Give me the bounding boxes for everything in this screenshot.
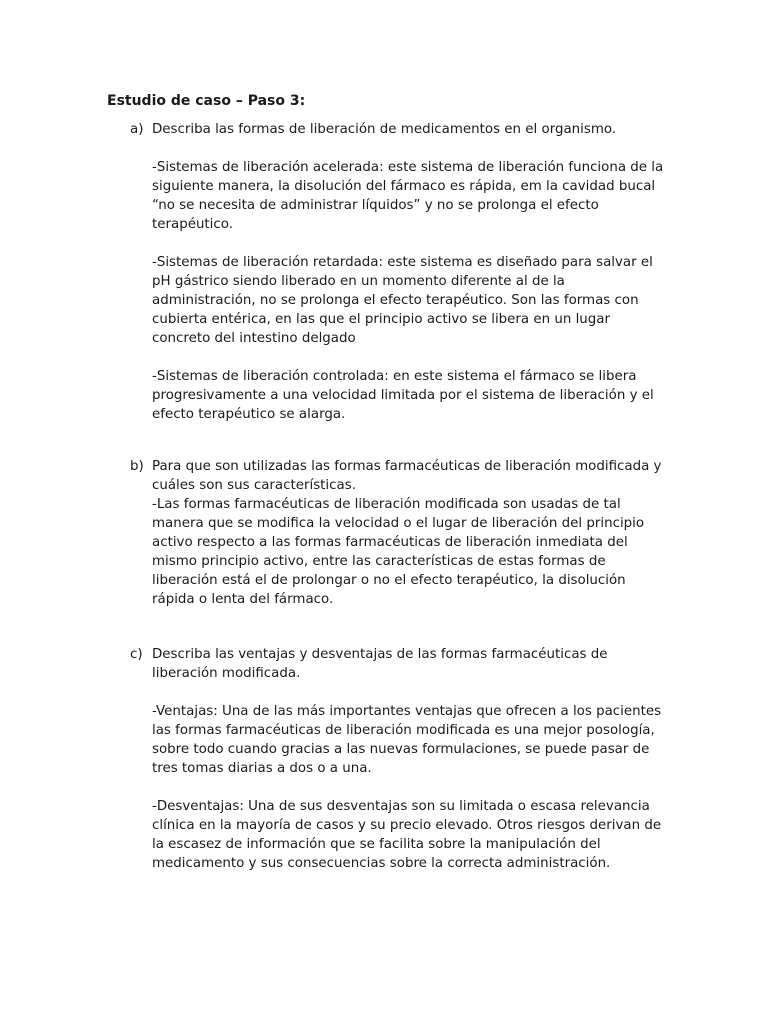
list-marker-a: a) (130, 122, 144, 137)
list-item-b (130, 457, 670, 609)
list-marker-c: c) (130, 647, 143, 662)
list-item-c (130, 645, 670, 873)
answer-a-controlled: -Sistemas de liberación controlada: en este sistema el fármaco se libera progresivamente a una velocidad limitada por el sistema de liberación y el efecto terapéutico se alarga. (152, 369, 654, 422)
question-a: Describa las formas de liberación de medicamentos en el organismo. (152, 122, 617, 137)
answer-c-advantages: -Ventajas: Una de las más importantes ventajas que ofrecen a los pacientes las formas farmacéuticas de liberación modificada es una mejor posología, sobre todo cuando gracias a las nuevas formulaciones, se puede pasar de tres tomas diarias a dos o a una. (152, 704, 662, 776)
list-item-b-body (152, 457, 670, 609)
answer-a-delayed: -Sistemas de liberación retardada: este sistema es diseñado para salvar el pH gástrico siendo liberado en un momento diferente al de la administración, no se prolonga el efecto terapéutico. Son las formas con cubierta entérica, en las que el principio activo se libera en un lugar concreto del intestino delgado (152, 255, 653, 346)
list-marker-b: b) (130, 459, 144, 474)
question-b: Para que son utilizadas las formas farmacéuticas de liberación modificada y cuáles son sus características. (152, 459, 662, 493)
page-title: Estudio de caso – Paso 3: (107, 93, 306, 109)
list-item-c-body (152, 645, 670, 873)
answer-a-accelerated: -Sistemas de liberación acelerada: este sistema de liberación funciona de la siguiente manera, la disolución del fármaco es rápida, em la cavidad bucal “no se necesita de administrar líquidos” y no se prolonga el efecto terapéutico. (152, 160, 664, 232)
answer-b: -Las formas farmacéuticas de liberación modificada son usadas de tal manera que se modifica la velocidad o el lugar de liberación del principio activo respecto a las formas farmacéuticas de liberación inmediata del mismo principio activo, entre las características de estas formas de liberación está el de prolongar o no el efecto terapéutico, la disolución rápida o lenta del fármaco. (152, 497, 645, 607)
answer-c-disadvantages: -Desventajas: Una de sus desventajas son su limitada o escasa relevancia clínica en la mayoría de casos y su precio elevado. Otros riesgos derivan de la escasez de información que se facilita sobre la manipulación del medicamento y sus consecuencias sobre la correcta administración. (152, 799, 662, 871)
list-item-a-body (152, 120, 670, 424)
question-c: Describa las ventajas y desventajas de las formas farmacéuticas de liberación modificada. (152, 647, 608, 681)
list-item-a (130, 120, 670, 424)
